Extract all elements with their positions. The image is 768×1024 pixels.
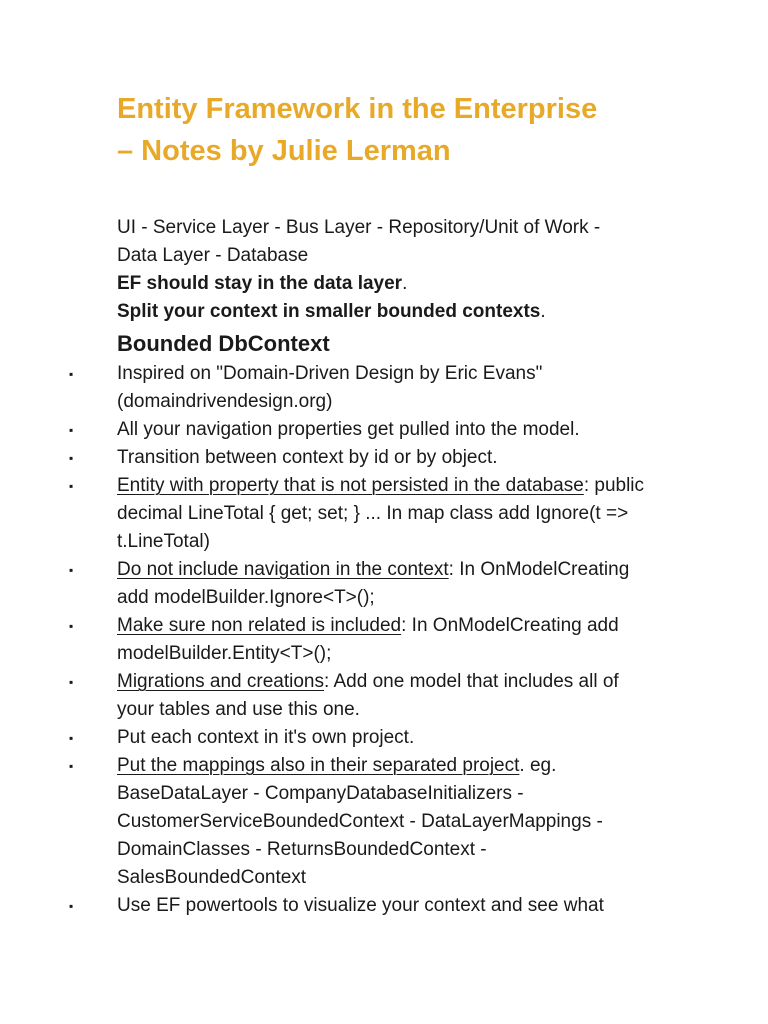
page-title xyxy=(117,88,717,172)
title-line-1: Entity Framework in the Enterprise xyxy=(117,93,598,125)
list-item xyxy=(69,668,657,724)
bullet-square-icon: ▪ xyxy=(69,619,74,633)
section-heading: Bounded DbContext xyxy=(117,331,330,356)
bullet-square-icon: ▪ xyxy=(69,731,74,745)
bullet-square-icon: ▪ xyxy=(69,563,74,577)
bullet-text: : public decimal LineTotal { get; set; } ... In map class add Ignore(t => t.LineTotal) xyxy=(117,475,645,552)
list-item xyxy=(69,416,657,444)
bullet-square-icon: ▪ xyxy=(69,423,74,437)
list-item xyxy=(69,360,657,416)
bullet-text: : Add one model that includes all of your tables and use this one. xyxy=(117,671,619,720)
bullet-square-icon: ▪ xyxy=(69,899,74,913)
bullet-square-icon: ▪ xyxy=(69,759,74,773)
split-period: . xyxy=(540,301,546,322)
list-item xyxy=(69,892,657,920)
list-item xyxy=(69,444,657,472)
bullet-text: Use EF powertools to visualize your context and see what xyxy=(117,895,604,916)
bullet-text: : In OnModelCreating add modelBuilder.Entity<T>(); xyxy=(117,615,619,664)
split-context-paragraph xyxy=(117,298,657,326)
bullet-square-icon: ▪ xyxy=(69,367,74,381)
list-item xyxy=(69,472,657,556)
bullet-text: : In OnModelCreating add modelBuilder.Ignore<T>(); xyxy=(117,559,630,608)
bullet-text: Inspired on "Domain-Driven Design by Eric Evans" (domaindrivendesign.org) xyxy=(117,363,543,412)
bullet-text: Transition between context by id or by object. xyxy=(117,447,498,468)
bullet-list xyxy=(69,360,657,920)
bullet-square-icon: ▪ xyxy=(69,675,74,689)
layers-line-2: Data Layer - Database xyxy=(117,245,309,266)
list-item xyxy=(69,724,657,752)
title-line-2: – Notes by Julie Lerman xyxy=(117,135,451,167)
layers-paragraph xyxy=(117,214,657,270)
split-context-bold: Split your context in smaller bounded contexts xyxy=(117,301,541,322)
bullet-text: . eg. BaseDataLayer - CompanyDatabaseInitializers - CustomerServiceBoundedContext - DataLayerMappings - DomainClasses - ReturnsBoundedContext - SalesBoundedContext xyxy=(117,755,603,888)
stay-in-data-layer-paragraph xyxy=(117,270,657,298)
bullet-underlined-term: Put the mappings also in their separated project xyxy=(117,755,520,776)
list-item xyxy=(69,612,657,668)
stay-in-data-layer-bold: EF should stay in the data layer xyxy=(117,273,403,294)
bullet-underlined-term: Do not include navigation in the context xyxy=(117,559,449,580)
bullet-underlined-term: Make sure non related is included xyxy=(117,615,402,636)
bullet-underlined-term: Migrations and creations xyxy=(117,671,324,692)
bullet-square-icon: ▪ xyxy=(69,479,74,493)
bullet-text: Put each context in it's own project. xyxy=(117,727,415,748)
document-body xyxy=(69,214,657,920)
list-item xyxy=(69,752,657,892)
bullet-square-icon: ▪ xyxy=(69,451,74,465)
bullet-underlined-term: Entity with property that is not persisted in the database xyxy=(117,475,584,496)
list-item xyxy=(69,556,657,612)
stay-period: . xyxy=(402,273,408,294)
bullet-text: All your navigation properties get pulled into the model. xyxy=(117,419,580,440)
layers-line-1: UI - Service Layer - Bus Layer - Repository/Unit of Work - xyxy=(117,217,601,238)
